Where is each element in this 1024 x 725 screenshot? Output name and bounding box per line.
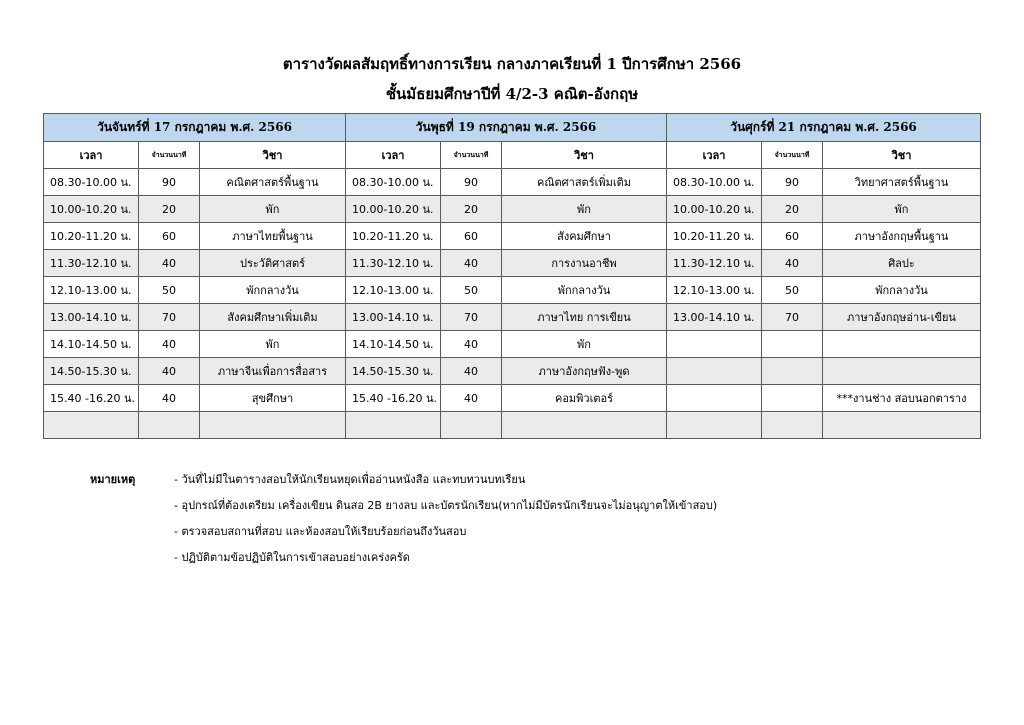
minutes-cell: 70 [139, 304, 200, 331]
time-cell: 12.10-13.00 น. [44, 277, 139, 304]
minutes-cell [441, 412, 502, 439]
note-item: - วันที่ไม่มีในตารางสอบให้นักเรียนหยุดเพื่ออ่านหนังสือ และทบทวนบทเรียน [174, 473, 526, 486]
minutes-cell [762, 358, 823, 385]
time-cell: 14.50-15.30 น. [44, 358, 139, 385]
exam-schedule-table [43, 113, 981, 439]
time-cell: 10.20-11.20 น. [667, 223, 762, 250]
time-cell [667, 412, 762, 439]
subject-cell [200, 412, 346, 439]
subject-cell: พัก [200, 331, 346, 358]
minutes-cell: 90 [441, 169, 502, 196]
time-cell: 08.30-10.00 น. [346, 169, 441, 196]
minutes-cell [139, 412, 200, 439]
table-row [44, 304, 981, 331]
time-cell: 14.10-14.50 น. [44, 331, 139, 358]
time-cell: 08.30-10.00 น. [667, 169, 762, 196]
table-row [44, 250, 981, 277]
subject-cell: พัก [502, 331, 667, 358]
note-item: - อุปกรณ์ที่ต้องเตรียม เครื่องเขียน ดินสอ 2B ยางลบ และบัตรนักเรียน(หากไม่มีบัตรนักเรียนจะไม่อนุญาตให้เข้าสอบ) [174, 499, 718, 512]
time-cell: 12.10-13.00 น. [667, 277, 762, 304]
column-header-minutes: จำนวนนาที [762, 142, 823, 169]
time-cell: 08.30-10.00 น. [44, 169, 139, 196]
minutes-cell: 50 [441, 277, 502, 304]
subject-cell: พัก [200, 196, 346, 223]
time-cell: 10.00-10.20 น. [667, 196, 762, 223]
minutes-cell: 60 [441, 223, 502, 250]
note-item: - ตรวจสอบสถานที่สอบ และห้องสอบให้เรียบร้อยก่อนถึงวันสอบ [174, 525, 467, 538]
time-cell [667, 358, 762, 385]
column-header-time: เวลา [44, 142, 139, 169]
subject-cell: คณิตศาสตร์พื้นฐาน [200, 169, 346, 196]
time-cell: 14.10-14.50 น. [346, 331, 441, 358]
time-cell: 14.50-15.30 น. [346, 358, 441, 385]
minutes-cell: 40 [139, 385, 200, 412]
minutes-cell: 50 [762, 277, 823, 304]
day-header-monday: วันจันทร์ที่ 17 กรกฎาคม พ.ศ. 2566 [44, 114, 346, 142]
minutes-cell: 40 [139, 250, 200, 277]
day-header-friday: วันศุกร์ที่ 21 กรกฎาคม พ.ศ. 2566 [667, 114, 981, 142]
time-cell [667, 385, 762, 412]
time-cell [346, 412, 441, 439]
notes-label: หมายเหตุ [90, 473, 136, 486]
day-header-wednesday: วันพุธที่ 19 กรกฎาคม พ.ศ. 2566 [346, 114, 667, 142]
minutes-cell: 20 [441, 196, 502, 223]
minutes-cell: 40 [762, 250, 823, 277]
time-cell: 12.10-13.00 น. [346, 277, 441, 304]
minutes-cell: 40 [139, 331, 200, 358]
time-cell: 13.00-14.10 น. [667, 304, 762, 331]
time-cell: 13.00-14.10 น. [346, 304, 441, 331]
subject-cell: ภาษาอังกฤษอ่าน-เขียน [823, 304, 981, 331]
minutes-cell: 90 [139, 169, 200, 196]
subject-cell: พักกลางวัน [502, 277, 667, 304]
time-cell: 11.30-12.10 น. [44, 250, 139, 277]
time-cell: 10.20-11.20 น. [346, 223, 441, 250]
column-header-time: เวลา [667, 142, 762, 169]
column-header-subject: วิชา [502, 142, 667, 169]
table-row [44, 223, 981, 250]
minutes-cell [762, 385, 823, 412]
subject-cell: การงานอาชีพ [502, 250, 667, 277]
minutes-cell: 60 [762, 223, 823, 250]
minutes-cell: 40 [441, 250, 502, 277]
time-cell: 10.00-10.20 น. [44, 196, 139, 223]
column-header-time: เวลา [346, 142, 441, 169]
subject-cell: คอมพิวเตอร์ [502, 385, 667, 412]
time-cell: 15.40 -16.20 น. [44, 385, 139, 412]
subject-cell: พักกลางวัน [200, 277, 346, 304]
minutes-cell: 70 [762, 304, 823, 331]
note-item: - ปฏิบัติตามข้อปฏิบัติในการเข้าสอบอย่างเคร่งครัด [174, 551, 410, 564]
column-header-minutes: จำนวนนาที [441, 142, 502, 169]
minutes-cell: 90 [762, 169, 823, 196]
subject-cell: พัก [502, 196, 667, 223]
subject-cell [502, 412, 667, 439]
document-subtitle: ชั้นมัธยมศึกษาปีที่ 4/2-3 คณิต-อังกฤษ [385, 85, 639, 103]
time-cell: 10.00-10.20 น. [346, 196, 441, 223]
subject-cell: ภาษาอังกฤษฟัง-พูด [502, 358, 667, 385]
subject-cell: ภาษาไทย การเขียน [502, 304, 667, 331]
table-row [44, 196, 981, 223]
subject-cell: คณิตศาสตร์เพิ่มเติม [502, 169, 667, 196]
subject-cell: สังคมศึกษา [502, 223, 667, 250]
document-title: ตารางวัดผลสัมฤทธิ์ทางการเรียน กลางภาคเรียนที่ 1 ปีการศึกษา 2566 [282, 55, 742, 73]
minutes-cell: 40 [441, 385, 502, 412]
subject-cell [823, 358, 981, 385]
minutes-cell [762, 412, 823, 439]
time-cell [667, 331, 762, 358]
subject-cell: สังคมศึกษาเพิ่มเติม [200, 304, 346, 331]
subject-cell [823, 331, 981, 358]
minutes-cell: 20 [762, 196, 823, 223]
minutes-cell: 40 [441, 331, 502, 358]
minutes-cell: 40 [139, 358, 200, 385]
time-cell: 11.30-12.10 น. [346, 250, 441, 277]
table-row [44, 331, 981, 358]
table-row [44, 412, 981, 439]
column-header-row [44, 142, 981, 169]
minutes-cell [762, 331, 823, 358]
time-cell: 10.20-11.20 น. [44, 223, 139, 250]
subject-cell: ภาษาจีนเพื่อการสื่อสาร [200, 358, 346, 385]
column-header-subject: วิชา [823, 142, 981, 169]
subject-cell [823, 412, 981, 439]
notes-list [174, 470, 874, 574]
minutes-cell: 40 [441, 358, 502, 385]
subject-cell: พักกลางวัน [823, 277, 981, 304]
subject-cell: ***งานช่าง สอบนอกตาราง [823, 385, 981, 412]
column-header-subject: วิชา [200, 142, 346, 169]
subject-cell: ประวัติศาสตร์ [200, 250, 346, 277]
minutes-cell: 70 [441, 304, 502, 331]
minutes-cell: 50 [139, 277, 200, 304]
minutes-cell: 20 [139, 196, 200, 223]
column-header-minutes: จำนวนนาที [139, 142, 200, 169]
time-cell [44, 412, 139, 439]
time-cell: 15.40 -16.20 น. [346, 385, 441, 412]
table-row [44, 385, 981, 412]
subject-cell: ภาษาอังกฤษพื้นฐาน [823, 223, 981, 250]
subject-cell: ศิลปะ [823, 250, 981, 277]
table-row [44, 169, 981, 196]
table-row [44, 358, 981, 385]
subject-cell: สุขศึกษา [200, 385, 346, 412]
day-header-row [44, 114, 981, 142]
time-cell: 13.00-14.10 น. [44, 304, 139, 331]
schedule-body [44, 169, 981, 439]
time-cell: 11.30-12.10 น. [667, 250, 762, 277]
subject-cell: ภาษาไทยพื้นฐาน [200, 223, 346, 250]
subject-cell: วิทยาศาสตร์พื้นฐาน [823, 169, 981, 196]
subject-cell: พัก [823, 196, 981, 223]
table-row [44, 277, 981, 304]
minutes-cell: 60 [139, 223, 200, 250]
